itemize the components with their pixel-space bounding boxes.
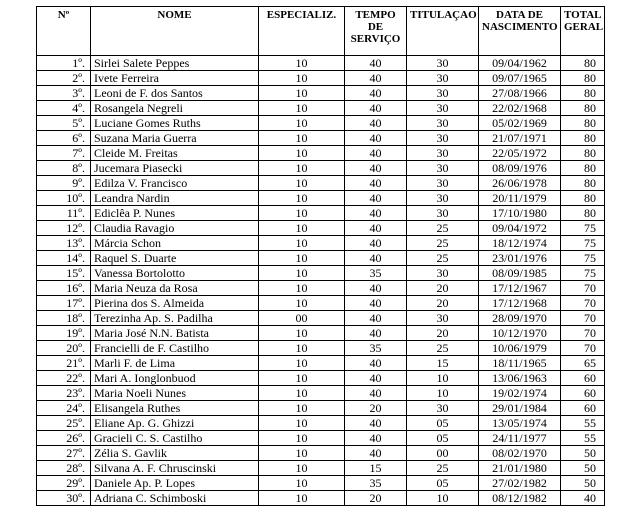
- row-tempo-servico: 40: [345, 236, 407, 251]
- row-number: 16º.: [37, 281, 91, 296]
- row-titulacao: 20: [407, 296, 479, 311]
- row-titulacao: 30: [407, 71, 479, 86]
- row-data-nascimento: 22/02/1968: [479, 101, 561, 116]
- row-titulacao: 05: [407, 431, 479, 446]
- row-total-geral: 65: [561, 356, 605, 371]
- row-name: Leoni de F. dos Santos: [91, 86, 259, 101]
- row-tempo-servico: 40: [345, 191, 407, 206]
- row-name: Elisangela Ruthes: [91, 401, 259, 416]
- row-total-geral: 55: [561, 431, 605, 446]
- row-number: 17º.: [37, 296, 91, 311]
- row-name: Leandra Nardin: [91, 191, 259, 206]
- row-titulacao: 30: [407, 206, 479, 221]
- row-total-geral: 80: [561, 116, 605, 131]
- row-total-geral: 60: [561, 386, 605, 401]
- row-tempo-servico: 40: [345, 386, 407, 401]
- row-name: Suzana Maria Guerra: [91, 131, 259, 146]
- row-titulacao: 30: [407, 266, 479, 281]
- row-especializ: 10: [259, 461, 345, 476]
- row-name: Vanessa Bortolotto: [91, 266, 259, 281]
- row-especializ: 10: [259, 401, 345, 416]
- row-total-geral: 80: [561, 71, 605, 86]
- row-number: 23º.: [37, 386, 91, 401]
- row-tempo-servico: 15: [345, 461, 407, 476]
- row-especializ: 10: [259, 221, 345, 236]
- row-tempo-servico: 40: [345, 326, 407, 341]
- row-titulacao: 30: [407, 401, 479, 416]
- row-number: 20º.: [37, 341, 91, 356]
- row-name: Francielli de F. Castilho: [91, 341, 259, 356]
- row-number: 5º.: [37, 116, 91, 131]
- row-number: 9º.: [37, 176, 91, 191]
- row-titulacao: 25: [407, 236, 479, 251]
- row-especializ: 10: [259, 356, 345, 371]
- table-row: [37, 116, 605, 131]
- row-titulacao: 25: [407, 251, 479, 266]
- row-tempo-servico: 40: [345, 446, 407, 461]
- row-titulacao: 30: [407, 116, 479, 131]
- table-row: [37, 341, 605, 356]
- row-number: 30º.: [37, 491, 91, 506]
- row-name: Daniele Ap. P. Lopes: [91, 476, 259, 491]
- row-especializ: 10: [259, 341, 345, 356]
- row-data-nascimento: 22/05/1972: [479, 146, 561, 161]
- row-name: Jucemara Piasecki: [91, 161, 259, 176]
- row-name: Pierina dos S. Almeida: [91, 296, 259, 311]
- row-titulacao: 30: [407, 191, 479, 206]
- row-tempo-servico: 40: [345, 431, 407, 446]
- row-tempo-servico: 40: [345, 131, 407, 146]
- row-total-geral: 60: [561, 401, 605, 416]
- row-name: Maria Neuza da Rosa: [91, 281, 259, 296]
- table-row: [37, 236, 605, 251]
- table-row: [37, 401, 605, 416]
- row-titulacao: 05: [407, 416, 479, 431]
- row-number: 1º.: [37, 56, 91, 71]
- row-titulacao: 30: [407, 56, 479, 71]
- row-total-geral: 80: [561, 146, 605, 161]
- row-data-nascimento: 29/01/1984: [479, 401, 561, 416]
- row-data-nascimento: 27/08/1966: [479, 86, 561, 101]
- row-name: Maria Noeli Nunes: [91, 386, 259, 401]
- table-row: [37, 131, 605, 146]
- row-tempo-servico: 20: [345, 401, 407, 416]
- row-total-geral: 50: [561, 461, 605, 476]
- row-titulacao: 10: [407, 491, 479, 506]
- row-number: 11º.: [37, 206, 91, 221]
- row-data-nascimento: 18/11/1965: [479, 356, 561, 371]
- table-row: [37, 251, 605, 266]
- table-row: [37, 491, 605, 506]
- row-number: 19º.: [37, 326, 91, 341]
- row-especializ: 10: [259, 116, 345, 131]
- row-data-nascimento: 21/07/1971: [479, 131, 561, 146]
- row-data-nascimento: 08/02/1970: [479, 446, 561, 461]
- row-tempo-servico: 20: [345, 491, 407, 506]
- table-row: [37, 71, 605, 86]
- row-titulacao: 10: [407, 371, 479, 386]
- row-titulacao: 30: [407, 311, 479, 326]
- row-number: 3º.: [37, 86, 91, 101]
- row-total-geral: 70: [561, 296, 605, 311]
- row-tempo-servico: 40: [345, 56, 407, 71]
- row-data-nascimento: 28/09/1970: [479, 311, 561, 326]
- row-name: Terezinha Ap. S. Padilha: [91, 311, 259, 326]
- row-total-geral: 70: [561, 281, 605, 296]
- row-data-nascimento: 26/06/1978: [479, 176, 561, 191]
- row-tempo-servico: 35: [345, 341, 407, 356]
- row-titulacao: 30: [407, 131, 479, 146]
- row-titulacao: 25: [407, 461, 479, 476]
- row-total-geral: 80: [561, 56, 605, 71]
- row-data-nascimento: 09/04/1962: [479, 56, 561, 71]
- row-number: 12º.: [37, 221, 91, 236]
- row-name: Claudia Ravagio: [91, 221, 259, 236]
- row-total-geral: 80: [561, 191, 605, 206]
- table-body: [37, 56, 605, 506]
- row-tempo-servico: 35: [345, 266, 407, 281]
- row-titulacao: 20: [407, 326, 479, 341]
- row-tempo-servico: 40: [345, 281, 407, 296]
- row-tempo-servico: 40: [345, 356, 407, 371]
- row-name: Ediclêa P. Nunes: [91, 206, 259, 221]
- row-name: Ivete Ferreira: [91, 71, 259, 86]
- row-data-nascimento: 10/06/1979: [479, 341, 561, 356]
- row-number: 21º.: [37, 356, 91, 371]
- row-data-nascimento: 20/11/1979: [479, 191, 561, 206]
- row-tempo-servico: 35: [345, 476, 407, 491]
- row-titulacao: 25: [407, 221, 479, 236]
- header-row: [37, 7, 605, 56]
- row-name: Cleide M. Freitas: [91, 146, 259, 161]
- row-number: 29º.: [37, 476, 91, 491]
- row-name: Rosangela Negreli: [91, 101, 259, 116]
- row-name: Raquel S. Duarte: [91, 251, 259, 266]
- row-total-geral: 80: [561, 206, 605, 221]
- row-titulacao: 30: [407, 161, 479, 176]
- table-row: [37, 161, 605, 176]
- row-name: Márcia Schon: [91, 236, 259, 251]
- row-titulacao: 30: [407, 101, 479, 116]
- row-titulacao: 30: [407, 86, 479, 101]
- table-row: [37, 86, 605, 101]
- row-especializ: 10: [259, 251, 345, 266]
- row-name: Adriana C. Schimboski: [91, 491, 259, 506]
- header-tempo-servico: TEMPO DE SERVIÇO: [345, 7, 407, 56]
- row-data-nascimento: 19/02/1974: [479, 386, 561, 401]
- row-especializ: 10: [259, 101, 345, 116]
- row-data-nascimento: 08/09/1976: [479, 161, 561, 176]
- row-total-geral: 60: [561, 371, 605, 386]
- row-data-nascimento: 08/12/1982: [479, 491, 561, 506]
- row-tempo-servico: 40: [345, 206, 407, 221]
- row-titulacao: 05: [407, 476, 479, 491]
- row-titulacao: 15: [407, 356, 479, 371]
- row-total-geral: 75: [561, 266, 605, 281]
- row-total-geral: 80: [561, 101, 605, 116]
- row-data-nascimento: 08/09/1985: [479, 266, 561, 281]
- row-number: 18º.: [37, 311, 91, 326]
- row-data-nascimento: 21/01/1980: [479, 461, 561, 476]
- row-especializ: 10: [259, 296, 345, 311]
- row-data-nascimento: 24/11/1977: [479, 431, 561, 446]
- row-tempo-servico: 40: [345, 221, 407, 236]
- row-especializ: 10: [259, 131, 345, 146]
- row-name: Zélia S. Gavlik: [91, 446, 259, 461]
- row-total-geral: 70: [561, 326, 605, 341]
- header-titulacao: TITULAÇAO: [407, 7, 479, 56]
- row-data-nascimento: 27/02/1982: [479, 476, 561, 491]
- row-especializ: 10: [259, 176, 345, 191]
- row-number: 15º.: [37, 266, 91, 281]
- row-tempo-servico: 40: [345, 296, 407, 311]
- row-data-nascimento: 17/12/1968: [479, 296, 561, 311]
- row-titulacao: 25: [407, 341, 479, 356]
- table-row: [37, 416, 605, 431]
- row-number: 26º.: [37, 431, 91, 446]
- table-row: [37, 266, 605, 281]
- row-total-geral: 50: [561, 446, 605, 461]
- row-total-geral: 50: [561, 476, 605, 491]
- row-number: 25º.: [37, 416, 91, 431]
- row-data-nascimento: 13/05/1974: [479, 416, 561, 431]
- row-number: 22º.: [37, 371, 91, 386]
- row-especializ: 10: [259, 161, 345, 176]
- row-titulacao: 30: [407, 146, 479, 161]
- row-especializ: 10: [259, 206, 345, 221]
- header-data-nascimento: DATA DE NASCIMENTO: [479, 7, 561, 56]
- row-data-nascimento: 17/10/1980: [479, 206, 561, 221]
- row-number: 10º.: [37, 191, 91, 206]
- table-row: [37, 101, 605, 116]
- row-number: 6º.: [37, 131, 91, 146]
- row-especializ: 10: [259, 146, 345, 161]
- row-tempo-servico: 40: [345, 416, 407, 431]
- row-data-nascimento: 05/02/1969: [479, 116, 561, 131]
- row-data-nascimento: 09/04/1972: [479, 221, 561, 236]
- row-tempo-servico: 40: [345, 371, 407, 386]
- row-especializ: 10: [259, 416, 345, 431]
- table-row: [37, 446, 605, 461]
- row-name: Silvana A. F. Chruscinski: [91, 461, 259, 476]
- row-data-nascimento: 23/01/1976: [479, 251, 561, 266]
- row-total-geral: 75: [561, 236, 605, 251]
- table-row: [37, 206, 605, 221]
- header-nome: NOME: [91, 7, 259, 56]
- row-data-nascimento: 17/12/1967: [479, 281, 561, 296]
- row-especializ: 10: [259, 266, 345, 281]
- row-total-geral: 75: [561, 251, 605, 266]
- row-data-nascimento: 13/06/1963: [479, 371, 561, 386]
- row-data-nascimento: 18/12/1974: [479, 236, 561, 251]
- row-especializ: 10: [259, 56, 345, 71]
- row-name: Edilza V. Francisco: [91, 176, 259, 191]
- table-row: [37, 326, 605, 341]
- table-row: [37, 281, 605, 296]
- row-tempo-servico: 40: [345, 251, 407, 266]
- row-especializ: 10: [259, 281, 345, 296]
- row-titulacao: 10: [407, 386, 479, 401]
- table-row: [37, 431, 605, 446]
- row-name: Marli F. de Lima: [91, 356, 259, 371]
- row-especializ: 10: [259, 71, 345, 86]
- row-total-geral: 80: [561, 176, 605, 191]
- row-total-geral: 80: [561, 131, 605, 146]
- row-especializ: 10: [259, 446, 345, 461]
- row-especializ: 10: [259, 371, 345, 386]
- row-total-geral: 80: [561, 161, 605, 176]
- table-row: [37, 386, 605, 401]
- row-tempo-servico: 40: [345, 86, 407, 101]
- row-tempo-servico: 40: [345, 146, 407, 161]
- table-row: [37, 296, 605, 311]
- row-titulacao: 00: [407, 446, 479, 461]
- row-tempo-servico: 40: [345, 116, 407, 131]
- row-number: 27º.: [37, 446, 91, 461]
- row-name: Mari A. Ionglonbuod: [91, 371, 259, 386]
- row-name: Eliane Ap. G. Ghizzi: [91, 416, 259, 431]
- row-data-nascimento: 09/07/1965: [479, 71, 561, 86]
- header-especializ: ESPECIALIZ.: [259, 7, 345, 56]
- row-number: 8º.: [37, 161, 91, 176]
- table-row: [37, 476, 605, 491]
- table-row: [37, 371, 605, 386]
- table-row: [37, 461, 605, 476]
- row-name: Gracieli C. S. Castilho: [91, 431, 259, 446]
- row-name: Sirlei Salete Peppes: [91, 56, 259, 71]
- header-num: Nº: [37, 7, 91, 56]
- row-name: Luciane Gomes Ruths: [91, 116, 259, 131]
- row-especializ: 10: [259, 191, 345, 206]
- table-row: [37, 221, 605, 236]
- table-row: [37, 146, 605, 161]
- row-tempo-servico: 40: [345, 71, 407, 86]
- table-row: [37, 311, 605, 326]
- row-total-geral: 80: [561, 86, 605, 101]
- row-especializ: 10: [259, 326, 345, 341]
- row-number: 4º.: [37, 101, 91, 116]
- row-name: Maria José N.N. Batista: [91, 326, 259, 341]
- row-number: 13º.: [37, 236, 91, 251]
- row-especializ: 10: [259, 236, 345, 251]
- row-number: 7º.: [37, 146, 91, 161]
- row-data-nascimento: 10/12/1970: [479, 326, 561, 341]
- row-especializ: 00: [259, 311, 345, 326]
- row-tempo-servico: 40: [345, 311, 407, 326]
- table-row: [37, 191, 605, 206]
- row-total-geral: 70: [561, 341, 605, 356]
- row-total-geral: 40: [561, 491, 605, 506]
- row-number: 28º.: [37, 461, 91, 476]
- row-total-geral: 75: [561, 221, 605, 236]
- row-especializ: 10: [259, 491, 345, 506]
- row-total-geral: 70: [561, 311, 605, 326]
- row-titulacao: 30: [407, 176, 479, 191]
- table-row: [37, 56, 605, 71]
- table-row: [37, 176, 605, 191]
- header-total-geral: TOTAL GERAL: [561, 7, 605, 56]
- row-especializ: 10: [259, 386, 345, 401]
- row-number: 2º.: [37, 71, 91, 86]
- row-number: 14º.: [37, 251, 91, 266]
- row-tempo-servico: 40: [345, 101, 407, 116]
- row-especializ: 10: [259, 86, 345, 101]
- row-titulacao: 20: [407, 281, 479, 296]
- row-number: 24º.: [37, 401, 91, 416]
- row-tempo-servico: 40: [345, 161, 407, 176]
- row-total-geral: 55: [561, 416, 605, 431]
- row-tempo-servico: 40: [345, 176, 407, 191]
- row-especializ: 10: [259, 476, 345, 491]
- row-especializ: 10: [259, 431, 345, 446]
- table-row: [37, 356, 605, 371]
- ranking-table: [36, 6, 605, 506]
